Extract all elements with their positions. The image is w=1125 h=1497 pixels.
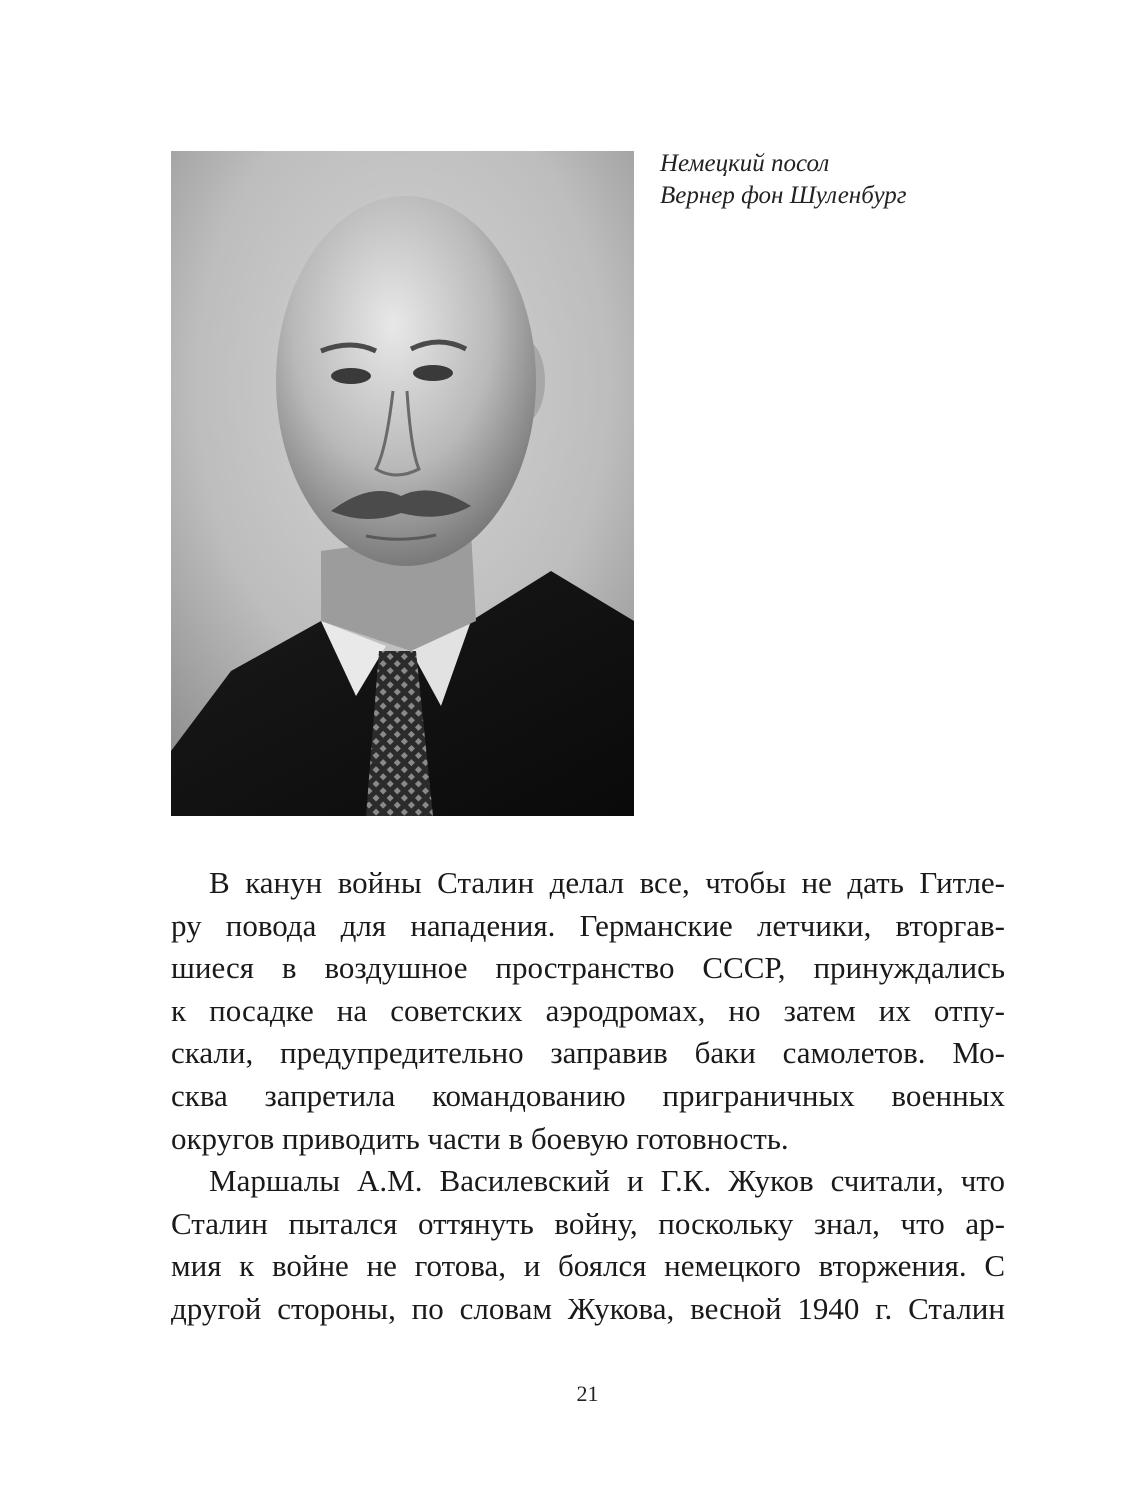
portrait-image [171, 151, 634, 816]
page-number: 21 [576, 1381, 599, 1406]
photo-caption [660, 148, 1080, 212]
text-line: Сталин пытался оттянуть войну, поскольку знал, что ар- [171, 1205, 1005, 1241]
text-line: ру повода для нападения. Германские летчики, вторгав- [171, 907, 1005, 943]
text-line: округов приводить части в боевую готовность. [171, 1120, 789, 1156]
body-text [171, 862, 1005, 1331]
text-line: скали, предупредительно заправив баки самолетов. Мо- [171, 1035, 1005, 1071]
text-line: другой стороны, по словам Жукова, весной 1940 г. Сталин [171, 1290, 1005, 1326]
text-line: мия к войне не готова, и боялся немецкого вторжения. С [171, 1248, 1005, 1284]
text-line: сква запретила командованию приграничных военных [171, 1077, 1005, 1113]
caption-line-1: Немецкий посол [660, 150, 830, 177]
text-line: к посадке на советских аэродромах, но затем их отпу- [171, 992, 1005, 1028]
text-line: шиеся в воздушное пространство СССР, принуждались [171, 950, 1005, 986]
caption-line-2: Вернер фон Шуленбург [660, 182, 907, 209]
portrait-photo [171, 151, 634, 816]
text-line: Маршалы А.М. Василевский и Г.К. Жуков считали, что [209, 1163, 1005, 1199]
text-line: В канун войны Сталин делал все, чтобы не дать Гитле- [209, 865, 1005, 900]
